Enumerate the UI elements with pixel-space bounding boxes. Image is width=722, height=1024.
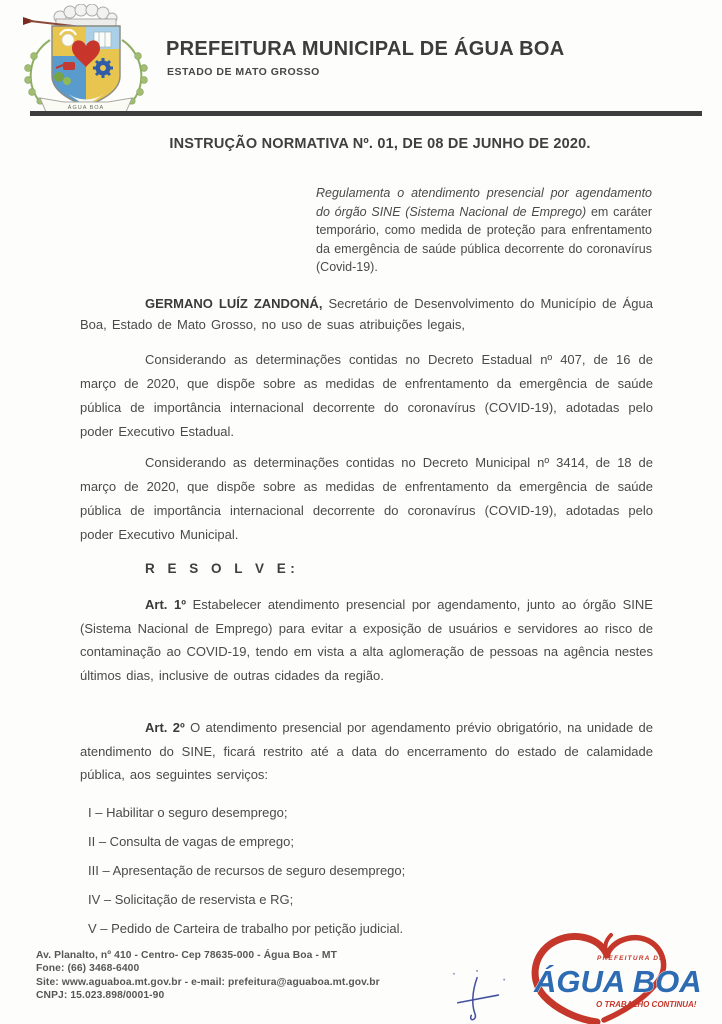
list-item: III – Apresentação de recursos de seguro desemprego; — [88, 863, 406, 878]
ementa-paragraph — [316, 184, 652, 277]
org-name: PREFEITURA MUNICIPAL DE ÁGUA BOA — [166, 38, 565, 60]
article-1-label: Art. 1º — [145, 597, 186, 612]
footer-cnpj: CNPJ: 15.023.898/0001-90 — [36, 990, 165, 1002]
article-2-paragraph: Art. 2º O atendimento presencial por agendamento prévio obrigatório, na unidade de atendimento do SINE, ficará restrito até a data do encerramento do estado de calamidade pública, aos seguintes serviços: — [80, 720, 653, 782]
crest-crown — [54, 4, 117, 27]
article-1-paragraph: Art. 1º Estabelecer atendimento presencial por agendamento, junto ao órgão SINE (Sistema Nacional de Emprego) para evitar a exposição de usuários e servidores ao risco de contaminação ao COVID-19, tendo em vista a alta aglomeração de pessoas na agência nestes últimos dias, inclusive de outras cidades da região. — [80, 597, 653, 683]
logo-top-label: PREFEITURA DE — [597, 955, 665, 962]
list-item: V – Pedido de Carteira de trabalho por petição judicial. — [88, 921, 404, 936]
document-title: INSTRUÇÃO NORMATIVA Nº. 01, DE 08 DE JUNHO DE 2020. — [169, 136, 591, 152]
article-2-label: Art. 2º — [145, 720, 185, 735]
footer-contact-block — [36, 949, 380, 1003]
resolve-heading: R E S O L V E: — [145, 561, 300, 576]
considerando-state-paragraph: Considerando as determinações contidas no Decreto Estadual nº 407, de 16 de março de 2020, que dispõe sobre as medidas de enfrentamento da emergência de saúde pública de importância internacional decorrente do coronavírus (COVID-19), adotadas pelo poder Executivo Estadual. — [80, 352, 653, 439]
gear-icon — [93, 58, 113, 78]
footer-site-email: Site: www.aguaboa.mt.gov.br - e-mail: prefeitura@aguaboa.mt.gov.br — [36, 976, 380, 988]
footer-address: Av. Planalto, nº 410 - Centro- Cep 78635-000 - Água Boa - MT — [36, 950, 337, 961]
agua-boa-logo — [500, 930, 715, 1024]
list-item: II – Consulta de vagas de emprego; — [88, 834, 294, 849]
list-item: IV – Solicitação de reservista e RG; — [88, 892, 294, 907]
header-divider — [30, 111, 702, 116]
preamble-paragraph: GERMANO LUÍZ ZANDONÁ, Secretário de Desenvolvimento do Município de Água Boa, Estado de Mato Grosso, no uso de suas atribuições legais, — [80, 296, 653, 332]
org-subtitle: ESTADO DE MATO GROSSO — [167, 66, 320, 78]
footer-phone: Fone: (66) 3468-6400 — [36, 963, 140, 975]
crest-banner-label: ÁGUA BOA — [67, 105, 105, 111]
list-item: I – Habilitar o seguro desemprego; — [88, 805, 288, 820]
signer-name: GERMANO LUÍZ ZANDONÁ, — [145, 296, 323, 311]
ementa-italic: Regulamenta o atendimento presencial por agendamento do órgão SINE (Sistema Nacional de Emprego) — [316, 186, 652, 219]
ementa-rest: em caráter temporário, como medida de proteção para enfrentamento da emergência de saúde pública decorrente do coronavírus (Covid-19). — [316, 204, 652, 274]
logo-slogan-label: O TRABALHO CONTINUA! — [596, 1000, 697, 1009]
logo-name-label: ÁGUA BOA — [534, 964, 702, 999]
services-list — [88, 798, 648, 943]
considerando-municipal-paragraph: Considerando as determinações contidas no Decreto Municipal nº 3414, de 18 de março de 2020, que dispõe sobre as medidas de enfrentamento da emergência de saúde pública de importância internacional decorrente do coronavírus (COVID-19), adotadas pelo poder Executivo Municipal. — [80, 455, 653, 542]
coat-of-arms — [20, 4, 152, 116]
